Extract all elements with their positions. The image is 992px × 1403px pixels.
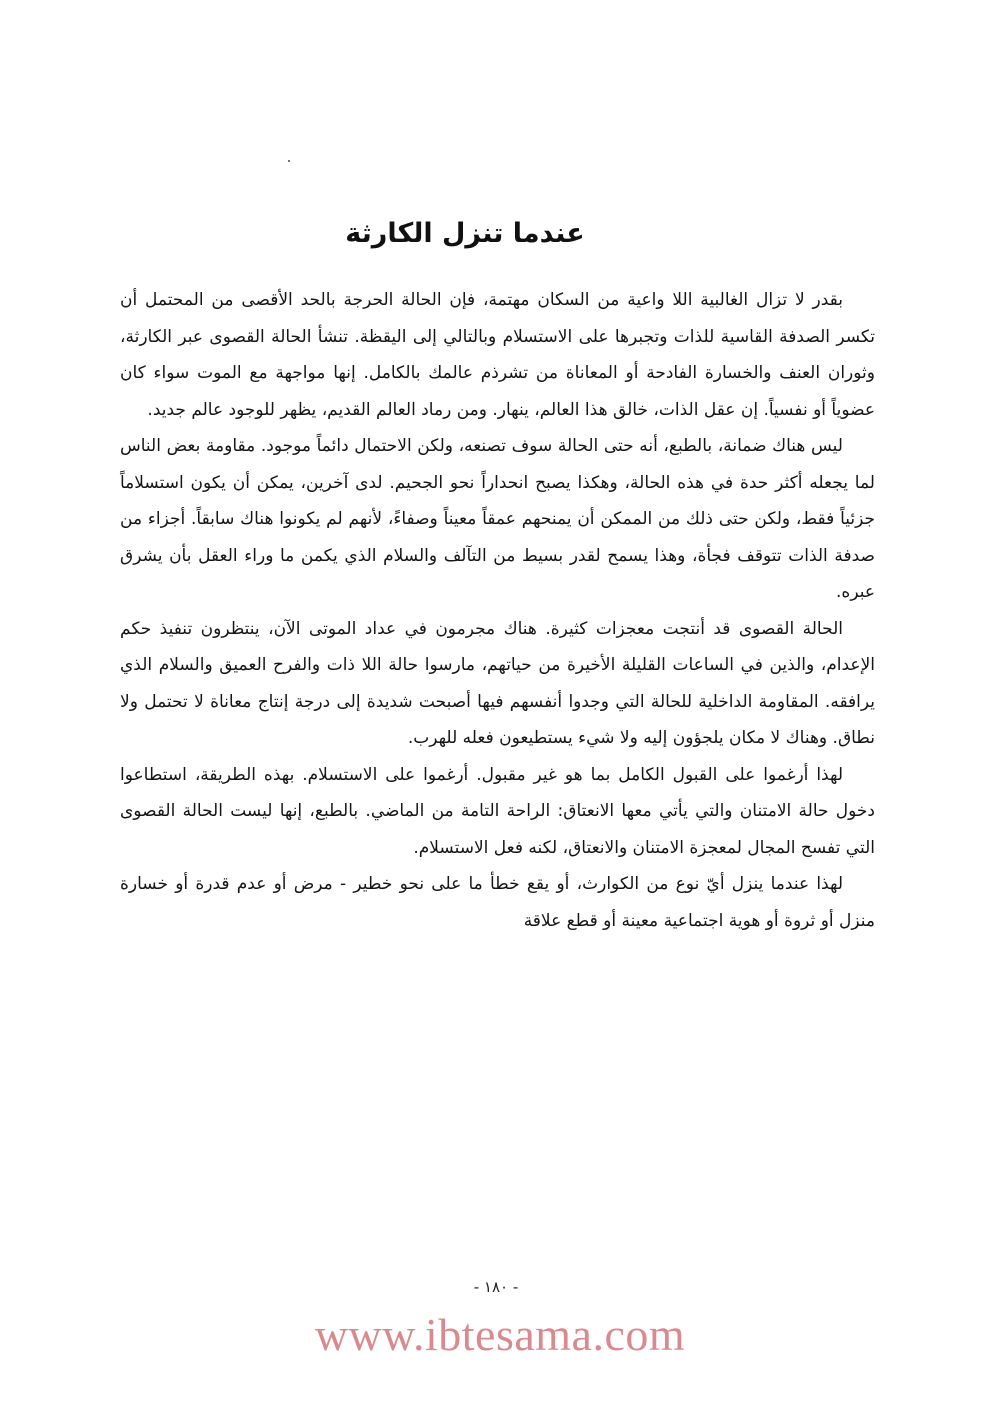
watermark-url: www.ibtesama.com	[314, 1309, 686, 1360]
stray-dot	[288, 160, 290, 162]
chapter-title: عندما تنزل الكارثة	[345, 218, 585, 250]
paragraph-3: الحالة القصوى قد أنتجت معجزات كثيرة. هناك مجرمون في عداد الموتى الآن، ينتظرون تنفيذ حكم الإعدام، والذين في الساعات القليلة الأخيرة من حياتهم، مارسوا حالة اللا ذات والفرح العميق والسلام الذي يرافقه. المقاومة الداخلية للحالة التي وجدوا أنفسهم فيها أصبحت شديدة إلى درجة إنتاج معاناة لا تحتمل ولا نطاق. وهناك لا مكان يلجؤون إليه ولا شيء يستطيعون فعله للهرب.	[120, 618, 875, 748]
paragraph-4: لهذا أرغموا على القبول الكامل بما هو غير مقبول. أرغموا على الاستسلام. بهذه الطريقة، استطاعوا دخول حالة الامتنان والتي يأتي معها الانعتاق: الراحة التامة من الماضي. بالطبع، إنها ليست الحالة القصوى التي تفسح المجال لمعجزة الامتنان والانعتاق، لكنه فعل الاستسلام.	[120, 764, 875, 858]
paragraph-5: لهذا عندما ينزل أيّ نوع من الكوارث، أو يقع خطأ ما على نحو خطير - مرض أو عدم قدرة أو خسارة منزل أو ثروة أو هوية اجتماعية معينة أو قطع علاقة	[120, 874, 875, 931]
paragraph-2: ليس هناك ضمانة، بالطبع، أنه حتى الحالة سوف تصنعه، ولكن الاحتمال دائماً موجود. مقاومة بعض الناس لما يجعله أكثر حدة في هذه الحالة، وهكذا يصبح انحداراً نحو الجحيم. لدى آخرين، يمكن أن يكون استسلاماً جزئياً فقط، ولكن حتى ذلك من الممكن أن يمنحهم عمقاً معيناً وصفاءً، لأنهم لم يكونوا هناك سابقاً. أجزاء من صدفة الذات تتوقف فجأة، وهذا يسمح لقدر بسيط من التآلف والسلام الذي يكمن ما وراء العقل بأن يشرق عبره.	[120, 436, 875, 602]
paragraph-1: بقدر لا تزال الغالبية اللا واعية من السكان مهتمة، فإن الحالة الحرجة بالحد الأقصى من المحتمل أن تكسر الصدفة القاسية للذات وتجبرها على الاستسلام وبالتالي إلى اليقظة. تنشأ الحالة القصوى عبر الكارثة، وثوران العنف والخسارة الفادحة أو المعاناة من تشرذم عالمك بالكامل. إنها مواجهة مع الموت سواء كان عضوياً أو نفسياً. إن عقل الذات، خالق هذا العالم، ينهار. ومن رماد العالم القديم، يظهر للوجود عالم جديد.	[120, 290, 875, 420]
chapter-body	[120, 282, 875, 939]
page-number: - ١٨٠ -	[473, 1278, 519, 1296]
